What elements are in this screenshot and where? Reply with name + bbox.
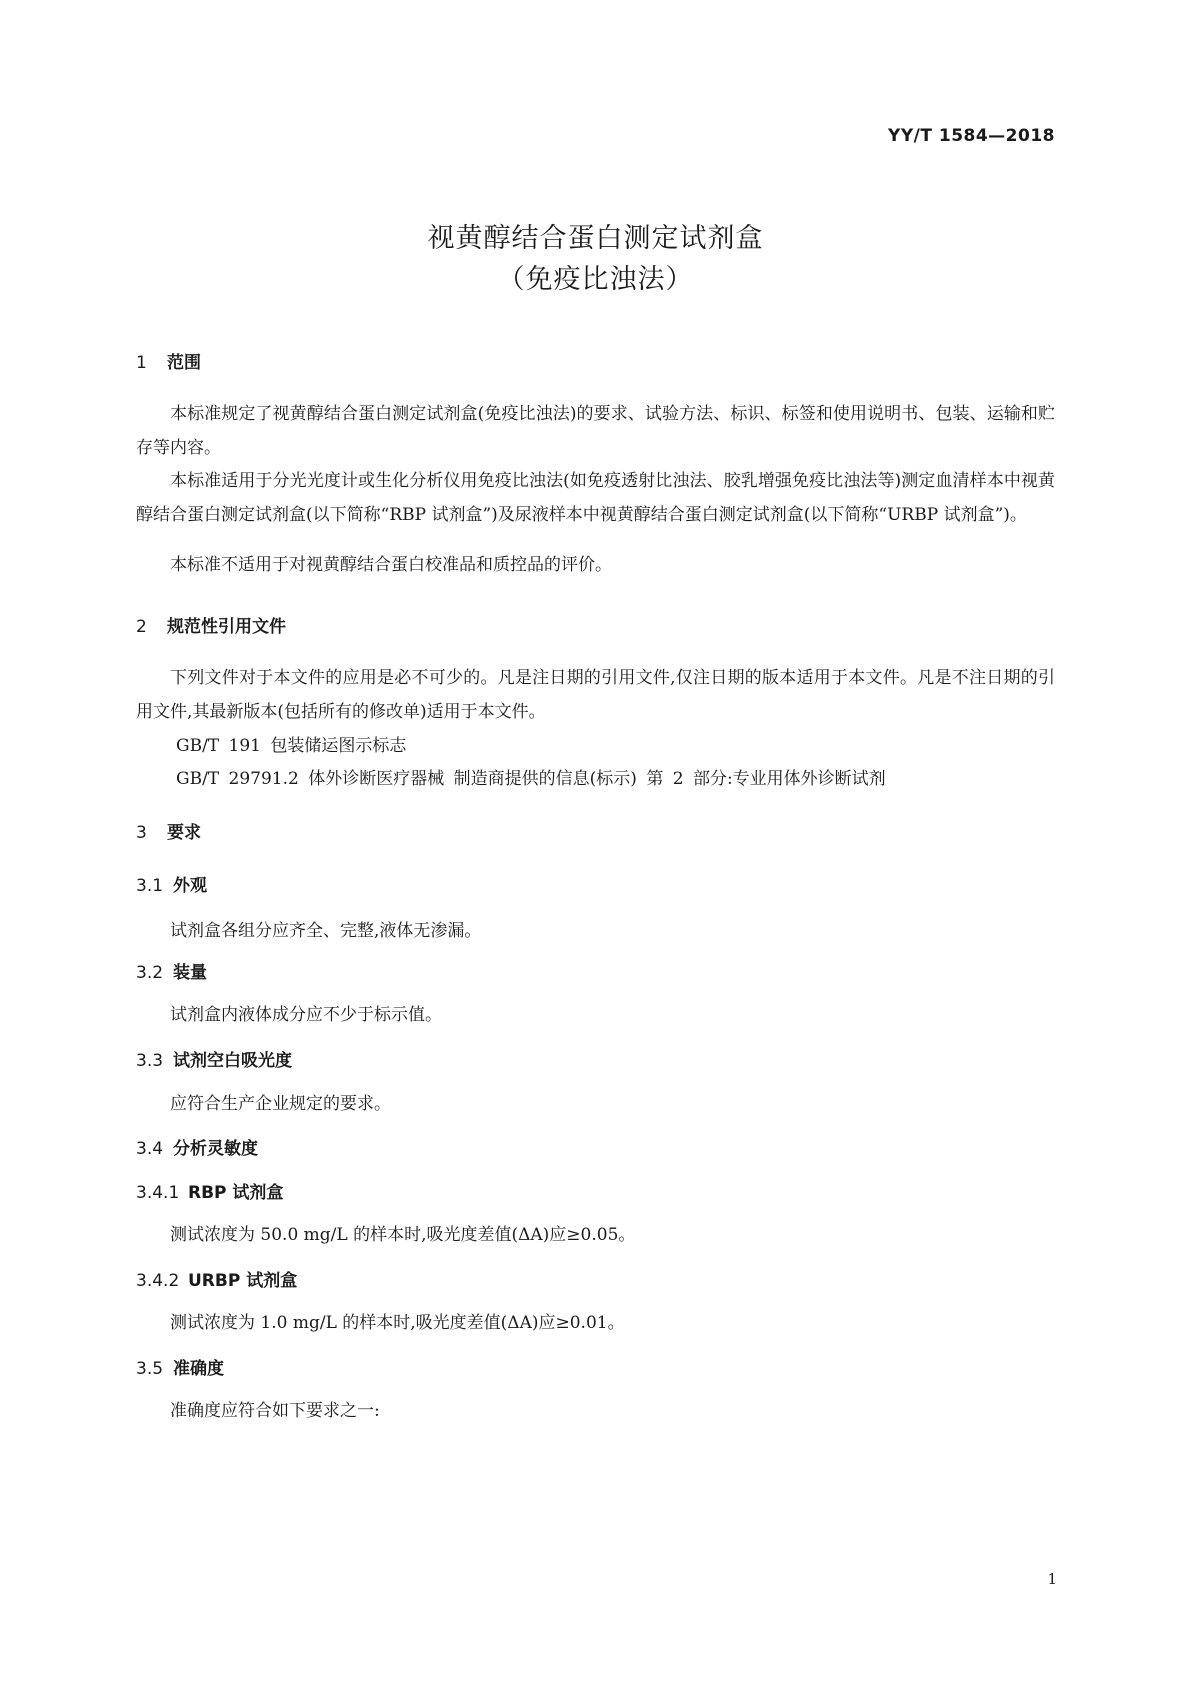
- paragraph: 应符合生产企业规定的要求。: [170, 1094, 391, 1114]
- section-number: 3.4.1: [136, 1183, 180, 1203]
- section-number: 3: [136, 823, 147, 843]
- section-number: 3.4.2: [136, 1271, 180, 1291]
- section-heading-1: [136, 348, 201, 373]
- subsection-heading-3-1: [136, 871, 207, 896]
- section-number: 1: [136, 353, 147, 373]
- section-number: 3.5: [136, 1359, 164, 1379]
- document-title: 视黄醇结合蛋白测定试剂盒: [427, 223, 764, 254]
- paragraph: 本标准不适用于对视黄醇结合蛋白校准品和质控品的评价。: [170, 555, 612, 575]
- paragraph: 准确度应符合如下要求之一:: [170, 1401, 380, 1421]
- paragraph: 测试浓度为 1.0 mg/L 的样本时,吸光度差值(ΔA)应≥0.01。: [170, 1313, 625, 1333]
- section-heading-2: [136, 612, 286, 637]
- subsection-heading-3-4-1: [136, 1178, 283, 1203]
- subsection-heading-3-5: [136, 1354, 224, 1379]
- section-label: 要求: [167, 823, 201, 843]
- section-label: RBP 试剂盒: [188, 1183, 284, 1203]
- reference-item: GB/T 191 包装储运图示标志: [176, 736, 407, 756]
- section-heading-3: [136, 818, 201, 843]
- subsection-heading-3-2: [136, 958, 207, 983]
- paragraph: 下列文件对于本文件的应用是必不可少的。凡是注日期的引用文件,仅注日期的版本适用于本文件。凡是不注日期的引用文件,其最新版本(包括所有的修改单)适用于本文件。: [136, 668, 1055, 722]
- section-label: 范围: [167, 353, 201, 373]
- section-number: 3.2: [136, 963, 164, 983]
- subsection-heading-3-3: [136, 1046, 292, 1071]
- document-subtitle: （免疫比浊法）: [497, 264, 694, 295]
- section-label: 装量: [173, 963, 207, 983]
- section-label: 规范性引用文件: [167, 617, 286, 637]
- paragraph: 本标准适用于分光光度计或生化分析仪用免疫比浊法(如免疫透射比浊法、胶乳增强免疫比浊法等)测定血清样本中视黄醇结合蛋白测定试剂盒(以下简称“RBP 试剂盒”)及尿液样本中视黄醇结合蛋白测定试剂盒(以下简称“URBP 试剂盒”)。: [136, 471, 1055, 525]
- paragraph: 测试浓度为 50.0 mg/L 的样本时,吸光度差值(ΔA)应≥0.05。: [170, 1225, 636, 1245]
- section-number: 2: [136, 617, 147, 637]
- subsection-heading-3-4-2: [136, 1266, 297, 1291]
- standard-code: YY/T 1584—2018: [888, 126, 1055, 146]
- page-number: 1: [1047, 1570, 1057, 1588]
- section-label: URBP 试剂盒: [188, 1271, 298, 1291]
- section-label: 分析灵敏度: [173, 1139, 258, 1159]
- section-label: 试剂空白吸光度: [173, 1051, 292, 1071]
- paragraph: 试剂盒各组分应齐全、完整,液体无渗漏。: [170, 921, 482, 941]
- section-number: 3.4: [136, 1139, 164, 1159]
- paragraph: 试剂盒内液体成分应不少于标示值。: [170, 1005, 442, 1025]
- reference-item: GB/T 29791.2 体外诊断医疗器械 制造商提供的信息(标示) 第 2 部分:专业用体外诊断试剂: [176, 769, 886, 789]
- paragraph: 本标准规定了视黄醇结合蛋白测定试剂盒(免疫比浊法)的要求、试验方法、标识、标签和使用说明书、包装、运输和贮存等内容。: [136, 404, 1055, 458]
- section-number: 3.1: [136, 876, 164, 896]
- section-number: 3.3: [136, 1051, 164, 1071]
- section-label: 准确度: [173, 1359, 224, 1379]
- subsection-heading-3-4: [136, 1134, 258, 1159]
- section-label: 外观: [173, 876, 207, 896]
